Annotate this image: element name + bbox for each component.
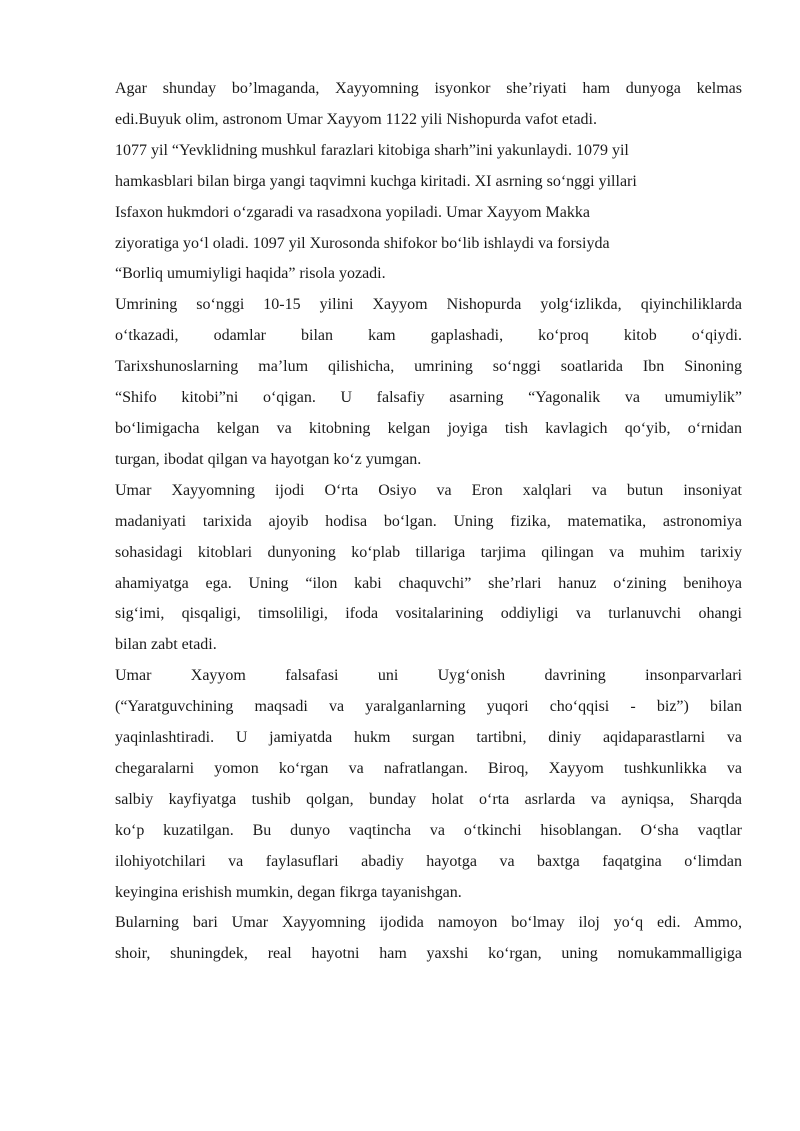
- paragraph: [115, 661, 742, 908]
- text-line: o‘tkazadi, odamlar bilan kam gaplashadi, ko‘proq kitob o‘qiydi.: [115, 327, 742, 345]
- text-line: keyingina erishish mumkin, degan fikrga tayanishgan.: [115, 883, 462, 901]
- text-line: turgan, ibodat qilgan va hayotgan ko‘z yumgan.: [115, 450, 422, 468]
- text-line: madaniyati tarixida ajoyib hodisa bo‘lgan. Uning fizika, matematika, astronomiya: [115, 512, 742, 530]
- text-line: Tarixshunoslarning ma’lum qilishicha, umrining so‘nggi soatlarida Ibn Sinoning: [115, 358, 742, 376]
- text-line: ko‘p kuzatilgan. Bu dunyo vaqtincha va o‘tkinchi hisoblangan. O‘sha vaqtlar: [115, 821, 742, 839]
- text-line: (“Yaratguvchining maqsadi va yaralganlarning yuqori cho‘qqisi - biz”) bilan: [115, 698, 742, 716]
- text-line: 1077 yil “Yevklidning mushkul farazlari kitobiga sharh”ini yakunlaydi. 1079 yil: [115, 141, 629, 159]
- text-line: sohasidagi kitoblari dunyoning ko‘plab tillariga tarjima qilingan va muhim tarixiy: [115, 543, 742, 561]
- text-line: “Shifo kitobi”ni o‘qigan. U falsafiy asarning “Yagonalik va umumiylik”: [115, 389, 742, 407]
- text-line: salbiy kayfiyatga tushib qolgan, bunday holat o‘rta asrlarda va ayniqsa, Sharqda: [115, 790, 742, 808]
- paragraph: [115, 290, 742, 475]
- paragraph: [115, 136, 742, 291]
- text-line: ziyoratiga yo‘l oladi. 1097 yil Xurosonda shifokor bo‘lib ishlaydi va forsiyda: [115, 234, 610, 252]
- text-line: Umar Xayyom falsafasi uni Uyg‘onish davrining insonparvarlari: [115, 667, 742, 685]
- text-line: Isfaxon hukmdori o‘zgaradi va rasadxona yopiladi. Umar Xayyom Makka: [115, 203, 590, 221]
- text-line: Bularning bari Umar Xayyomning ijodida namoyon bo‘lmay iloj yo‘q edi. Ammo,: [115, 914, 742, 932]
- document-page: [115, 74, 742, 970]
- text-line: “Borliq umumiyligi haqida” risola yozadi.: [115, 265, 386, 283]
- text-line: ahamiyatga ega. Uning “ilon kabi chaquvchi” she’rlari hanuz o‘zining benihoya: [115, 574, 742, 592]
- text-line: chegaralarni yomon ko‘rgan va nafratlangan. Biroq, Xayyom tushkunlikka va: [115, 759, 742, 777]
- paragraph: [115, 74, 742, 136]
- text-line: edi.Buyuk olim, astronom Umar Xayyom 1122 yili Nishopurda vafot etadi.: [115, 110, 597, 128]
- text-line: Umar Xayyomning ijodi O‘rta Osiyo va Eron xalqlari va butun insoniyat: [115, 481, 742, 499]
- text-line: ilohiyotchilari va faylasuflari abadiy hayotga va baxtga faqatgina o‘limdan: [115, 852, 742, 870]
- text-line: hamkasblari bilan birga yangi taqvimni kuchga kiritadi. XI asrning so‘nggi yillari: [115, 172, 637, 190]
- text-line: shoir, shuningdek, real hayotni ham yaxshi ko‘rgan, uning nomukammalligiga: [115, 945, 742, 963]
- text-line: sig‘imi, qisqaligi, timsoliligi, ifoda vositalarining oddiyligi va turlanuvchi ohangi: [115, 605, 742, 623]
- paragraph: [115, 908, 742, 970]
- paragraph: [115, 476, 742, 661]
- text-line: Umrining so‘nggi 10-15 yilini Xayyom Nishopurda yolg‘izlikda, qiyinchiliklarda: [115, 296, 742, 314]
- text-line: bilan zabt etadi.: [115, 636, 217, 654]
- text-line: bo‘limigacha kelgan va kitobning kelgan joyiga tish kavlagich qo‘yib, o‘rnidan: [115, 419, 742, 437]
- text-line: yaqinlashtiradi. U jamiyatda hukm surgan tartibni, diniy aqidaparastlarni va: [115, 729, 742, 747]
- text-line: Agar shunday bo’lmaganda, Xayyomning isyonkor she’riyati ham dunyoga kelmas: [115, 80, 742, 97]
